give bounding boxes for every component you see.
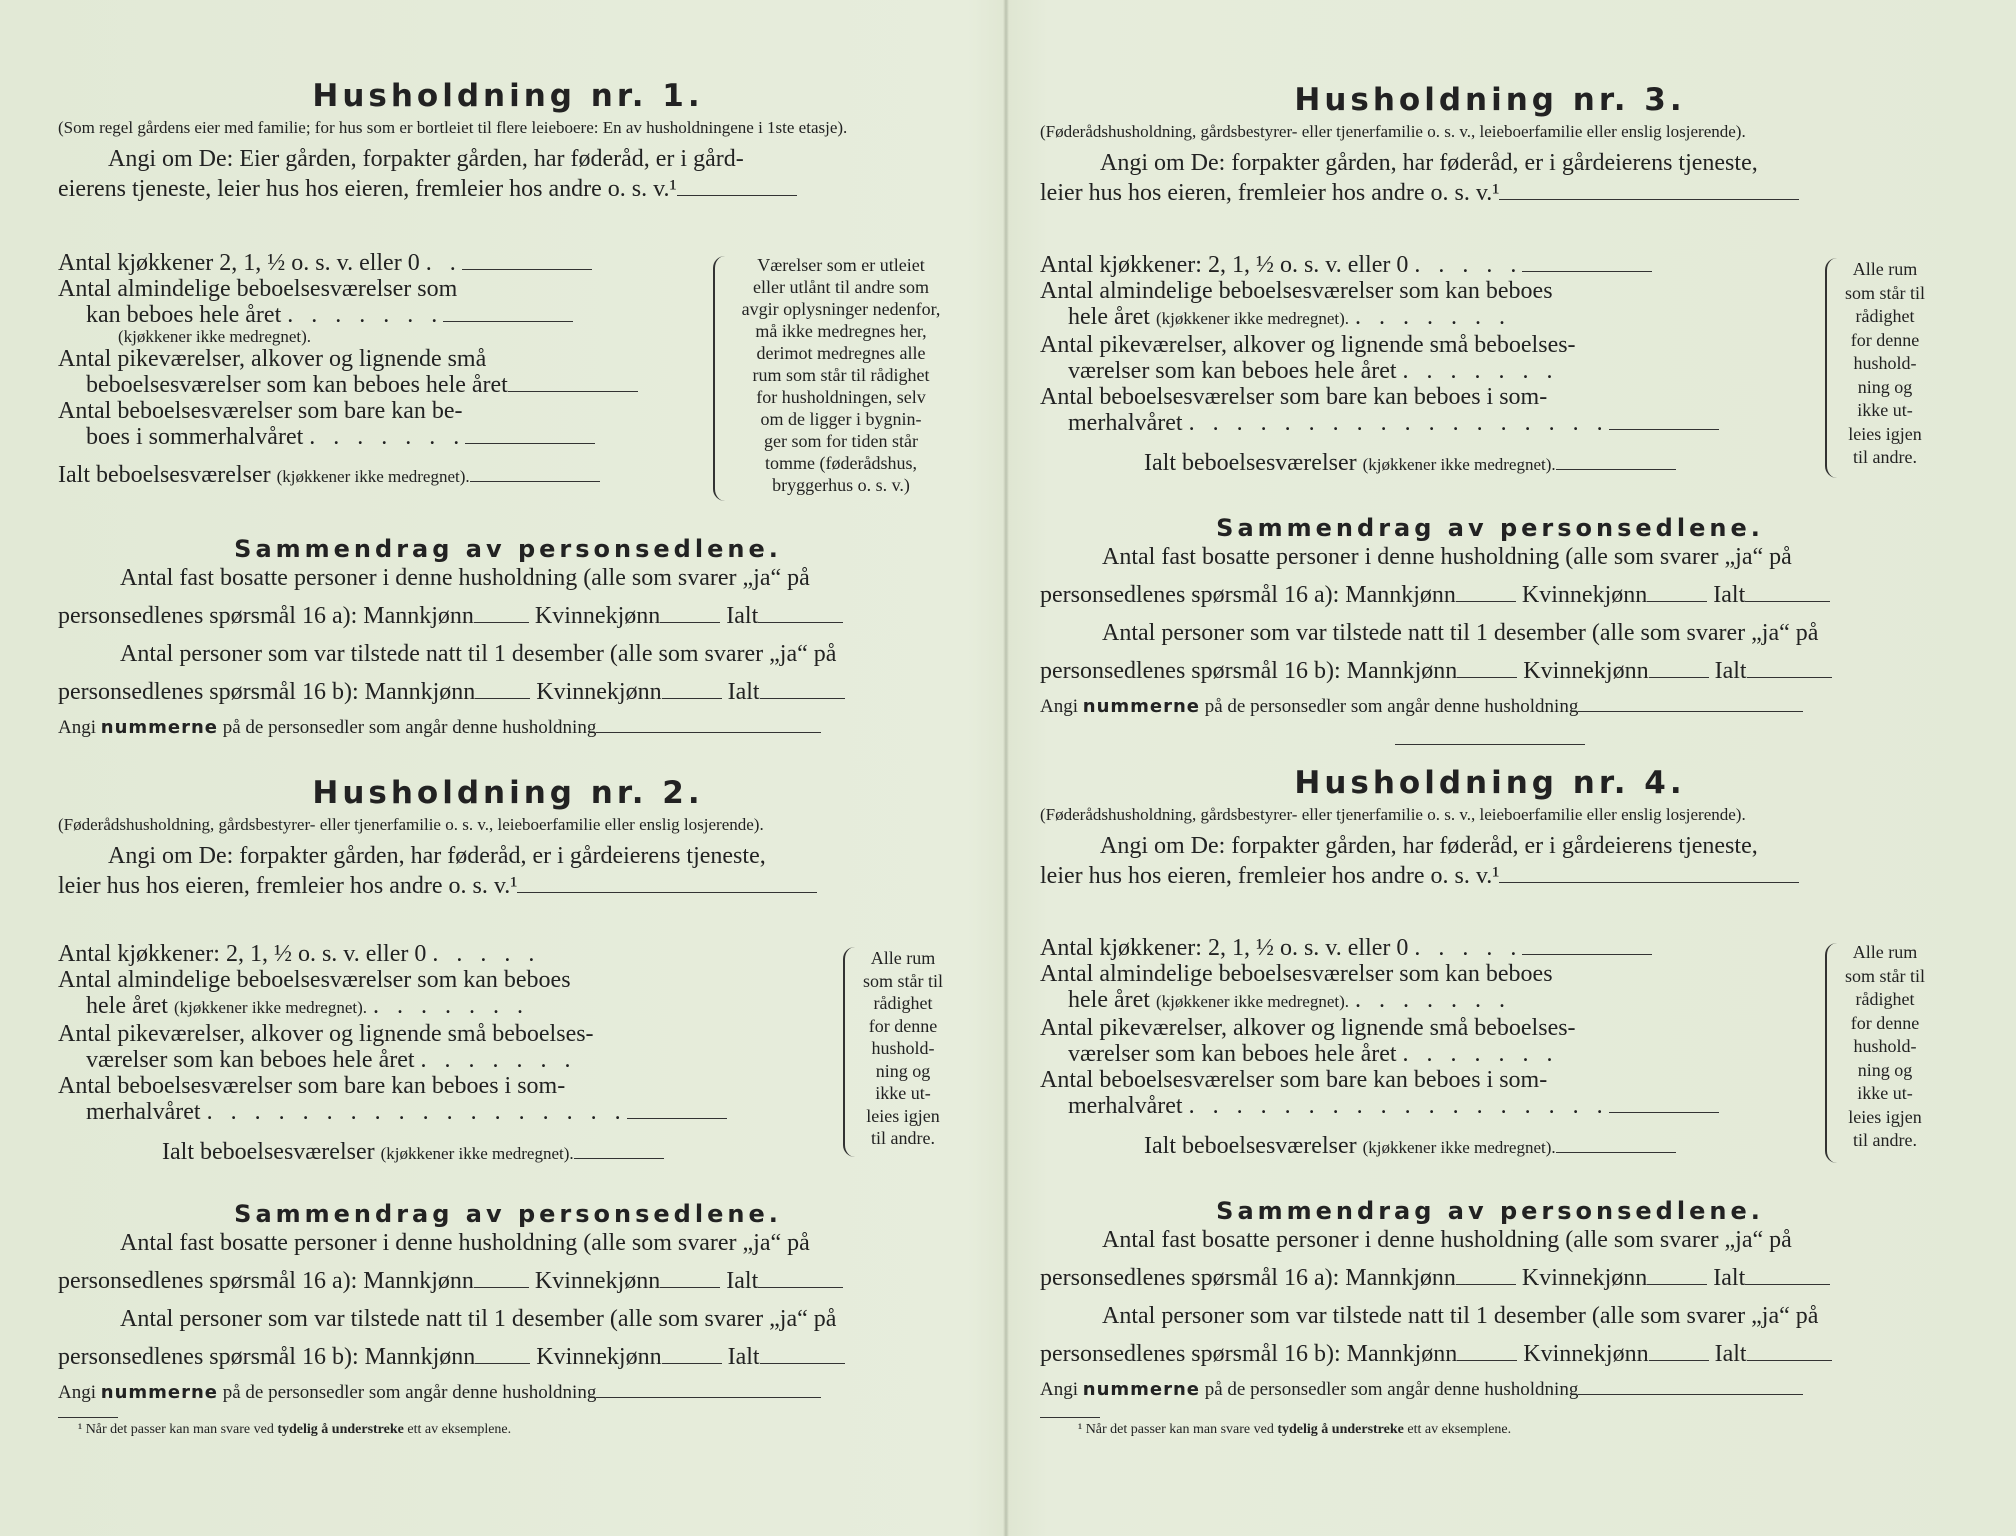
household-1 [58,78,958,738]
side-note: Alle rum som står til rådighet for denne hushold- ning og ikke ut- leies igjen til andre. [863,948,943,1148]
rooms-row: Antal almindelige beboelsesværelser som kan beboes [58,967,571,993]
male-field-b[interactable] [1457,1360,1517,1361]
total-rooms-row: Ialt beboelsesværelser (kjøkkener ikke medregnet). [58,462,698,490]
numbers-line: Angi nummerne på de personsedler som angår denne husholdning [58,1382,958,1404]
side-note: Værelser som er utleiet eller utlånt til andre som avgir oplysninger nedenfor, må ikke medregnes her, derimot medregnes alle rum som står til rådighet for husholdningen, selv om de ligger i bygnin- ger som for tiden står tomme (føderådshus, bryggerhus o. s. v.) [741,255,941,495]
total-rooms-row: Ialt beboelsesværelser (kjøkkener ikke medregnet). [1040,450,1690,478]
small-rooms-row: Antal pikeværelser, alkover og lignende små beboelses- [58,1021,594,1047]
female-field[interactable] [1647,1284,1707,1285]
small-rooms-row-2: værelser som kan beboes hele året . . . . . . . [1068,358,1559,384]
rooms-note: (kjøkkener ikke medregnet). [118,327,312,346]
rooms-row: Antal almindelige beboelsesværelser som [58,276,458,302]
summary-title: Sammendrag av personsedlene. [1216,514,1764,542]
summer-rooms-row: Antal beboelsesværelser som bare kan beboes i som- [58,1073,566,1099]
angi-line: Angi om De: forpakter gården, har føderåd, er i gårdeierens tjeneste, [1100,150,1758,176]
small-rooms-row-2: værelser som kan beboes hele året . . . . . . . [86,1047,577,1073]
page-fold [1003,0,1009,1536]
household-note: (Føderådshusholdning, gårdsbestyrer- eller tjenerfamilie o. s. v., leieboerfamilie eller enslig losjerende). [1040,805,1746,824]
numbers-line: Angi nummerne på de personsedler som angår denne husholdning [1040,696,1940,718]
male-field[interactable] [474,622,529,623]
numbers-field[interactable] [1578,1394,1803,1395]
small-rooms-row: Antal pikeværelser, alkover og lignende små beboelses- [1040,1015,1576,1041]
total-field-b[interactable] [1747,1360,1832,1361]
summer-rooms-row: Antal beboelsesværelser som bare kan beboes i som- [1040,1067,1548,1093]
summary-block [1040,514,1940,718]
summer-rooms-row-2: merhalvåret . . . . . . . . . . . . . . . . . . [1040,1093,1690,1119]
total-rooms-row: Ialt beboelsesværelser (kjøkkener ikke medregnet). [58,1139,708,1167]
small-rooms-row: Antal pikeværelser, alkover og lignende små [58,346,487,372]
total-field-b[interactable] [760,1363,845,1364]
summary-line-4: personsedlenes spørsmål 16 b): Mannkjønn Kvinnekjønn Ialt [58,1342,958,1372]
summary-line-2: personsedlenes spørsmål 16 a): Mannkjønn Kvinnekjønn Ialt [58,601,958,631]
summary-line-2: personsedlenes spørsmål 16 a): Mannkjønn Kvinnekjønn Ialt [1040,1263,1940,1293]
side-note: Alle rum som står til rådighet for denne hushold- ning og ikke ut- leies igjen til andre. [1845,259,1925,467]
numbers-line: Angi nummerne på de personsedler som angår denne husholdning [58,717,958,739]
summary-line-4: personsedlenes spørsmål 16 b): Mannkjønn Kvinnekjønn Ialt [1040,1339,1940,1369]
footnote: ¹ Når det passer kan man svare ved tydelig å understreke ett av eksemplene. [78,1422,512,1437]
footnote-rule [1040,1417,1100,1418]
total-field[interactable] [758,622,843,623]
summary-block [58,535,958,739]
summary-line-4: personsedlenes spørsmål 16 b): Mannkjønn Kvinnekjønn Ialt [58,677,958,707]
summary-line-2: personsedlenes spørsmål 16 a): Mannkjønn Kvinnekjønn Ialt [1040,580,1940,610]
male-field-b[interactable] [475,1363,530,1364]
rooms-row-2: hele året (kjøkkener ikke medregnet). . . . . . . . [1068,987,1511,1013]
kitchens-row: Antal kjøkkener: 2, 1, ½ o. s. v. eller 0 . . . . . [1040,252,1690,278]
summary-title: Sammendrag av personsedlene. [234,535,782,563]
kitchens-field[interactable] [462,269,592,270]
female-field-b[interactable] [662,698,722,699]
household-title: Husholdning nr. 2. [312,775,704,811]
summary-title: Sammendrag av personsedlene. [234,1200,782,1228]
summary-line-1: Antal fast bosatte personer i denne husholdning (alle som svarer „ja“ på [1102,1227,1792,1253]
summer-rooms-field[interactable] [1609,1112,1719,1113]
summary-line-1: Antal fast bosatte personer i denne husholdning (alle som svarer „ja“ på [120,565,810,591]
total-field[interactable] [1745,601,1830,602]
section-divider [1395,744,1585,745]
summer-rooms-row: Antal beboelsesværelser som bare kan be- [58,398,463,424]
answer-field[interactable] [517,892,817,893]
summary-line-3: Antal personer som var tilstede natt til 1 desember (alle som svarer „ja“ på [1102,620,1819,646]
total-field[interactable] [758,1287,843,1288]
summary-line-3: Antal personer som var tilstede natt til 1 desember (alle som svarer „ja“ på [120,1306,837,1332]
summary-block [58,1200,958,1404]
summer-rooms-row-2: boes i sommerhalvåret . . . . . . . [58,424,698,450]
total-rooms-field[interactable] [1556,469,1676,470]
household-note: (Som regel gårdens eier med familie; for hus som er bortleiet til flere leieboere: En av husholdningene i 1ste etasje). [58,118,848,137]
small-rooms-row-2: værelser som kan beboes hele året . . . . . . . [1068,1041,1559,1067]
footnote: ¹ Når det passer kan man svare ved tydelig å understreke ett av eksemplene. [1078,1422,1512,1437]
summary-line-1: Antal fast bosatte personer i denne husholdning (alle som svarer „ja“ på [1102,544,1792,570]
angi-line: Angi om De: forpakter gården, har føderåd, er i gårdeierens tjeneste, [108,843,766,869]
female-field[interactable] [660,1287,720,1288]
small-rooms-row-2: beboelsesværelser som kan beboes hele året [58,372,698,398]
summary-line-3: Antal personer som var tilstede natt til 1 desember (alle som svarer „ja“ på [1102,1303,1819,1329]
room-rows [58,941,708,1167]
summary-line-2: personsedlenes spørsmål 16 a): Mannkjønn Kvinnekjønn Ialt [58,1266,958,1296]
angi-line-2: leier hus hos eieren, fremleier hos andre o. s. v.¹ [1040,178,1940,208]
answer-field[interactable] [677,195,797,196]
summer-rooms-row-2: merhalvåret . . . . . . . . . . . . . . . . . . [58,1099,708,1125]
numbers-field[interactable] [1578,711,1803,712]
summary-title: Sammendrag av personsedlene. [1216,1197,1764,1225]
male-field[interactable] [1456,601,1516,602]
room-rows [58,250,698,490]
summer-rooms-field[interactable] [1609,429,1719,430]
male-field-b[interactable] [475,698,530,699]
answer-field[interactable] [1499,199,1799,200]
rooms-row-2: kan beboes hele året . . . . . . . [58,302,698,328]
numbers-field[interactable] [596,1397,821,1398]
household-4 [1040,765,1940,1400]
rooms-field[interactable] [443,321,573,322]
male-field[interactable] [474,1287,529,1288]
female-field-b[interactable] [1649,1360,1709,1361]
kitchens-row: Antal kjøkkener: 2, 1, ½ o. s. v. eller 0 . . . . . [1040,935,1690,961]
summer-rooms-row-2: merhalvåret . . . . . . . . . . . . . . . . . . [1040,410,1690,436]
household-note: (Føderådshusholdning, gårdsbestyrer- eller tjenerfamilie o. s. v., leieboerfamilie eller enslig losjerende). [1040,122,1746,141]
brace [713,256,725,501]
room-rows [1040,252,1690,478]
summary-block [1040,1197,1940,1401]
rooms-row-2: hele året (kjøkkener ikke medregnet). . . . . . . . [1068,304,1511,330]
rooms-row: Antal almindelige beboelsesværelser som kan beboes [1040,961,1553,987]
angi-line-2: eierens tjeneste, leier hus hos eieren, fremleier hos andre o. s. v.¹ [58,174,958,204]
total-field[interactable] [1745,1284,1830,1285]
female-field[interactable] [1647,601,1707,602]
total-field-b[interactable] [1747,677,1832,678]
total-rooms-field[interactable] [1556,1152,1676,1153]
answer-field[interactable] [1499,882,1799,883]
numbers-field[interactable] [596,732,821,733]
male-field[interactable] [1456,1284,1516,1285]
angi-line-2: leier hus hos eieren, fremleier hos andre o. s. v.¹ [1040,861,1940,891]
angi-line: Angi om De: Eier gården, forpakter gården, har føderåd, er i gård- [108,146,744,172]
small-rooms-field[interactable] [508,391,638,392]
female-field[interactable] [660,622,720,623]
household-2 [58,775,958,1403]
kitchens-row: Antal kjøkkener: 2, 1, ½ o. s. v. eller 0 . . . . . [58,941,541,967]
total-field-b[interactable] [760,698,845,699]
female-field-b[interactable] [662,1363,722,1364]
rooms-row: Antal almindelige beboelsesværelser som kan beboes [1040,278,1553,304]
household-title: Husholdning nr. 4. [1294,765,1686,801]
summer-rooms-field[interactable] [465,443,595,444]
household-title: Husholdning nr. 1. [312,78,704,114]
female-field-b[interactable] [1649,677,1709,678]
side-note: Alle rum som står til rådighet for denne hushold- ning og ikke ut- leies igjen til andre. [1845,942,1925,1150]
kitchens-row: Antal kjøkkener 2, 1, ½ o. s. v. eller 0 . . [58,250,698,276]
summer-rooms-field[interactable] [627,1118,727,1119]
household-note: (Føderådshusholdning, gårdsbestyrer- eller tjenerfamilie o. s. v., leieboerfamilie eller enslig losjerende). [58,815,764,834]
summer-rooms-row: Antal beboelsesværelser som bare kan beboes i som- [1040,384,1548,410]
angi-line-2: leier hus hos eieren, fremleier hos andre o. s. v.¹ [58,871,958,901]
total-rooms-row: Ialt beboelsesværelser (kjøkkener ikke medregnet). [1040,1133,1690,1161]
summary-line-3: Antal personer som var tilstede natt til 1 desember (alle som svarer „ja“ på [120,641,837,667]
numbers-line: Angi nummerne på de personsedler som angår denne husholdning [1040,1379,1940,1401]
male-field-b[interactable] [1457,677,1517,678]
total-rooms-field[interactable] [574,1158,664,1159]
kitchens-field[interactable] [1522,954,1652,955]
rooms-row-2: hele året (kjøkkener ikke medregnet). . . . . . . . [86,993,529,1019]
footnote-rule [58,1417,118,1418]
summary-line-4: personsedlenes spørsmål 16 b): Mannkjønn Kvinnekjønn Ialt [1040,656,1940,686]
angi-line: Angi om De: forpakter gården, har føderåd, er i gårdeierens tjeneste, [1100,833,1758,859]
kitchens-field[interactable] [1522,271,1652,272]
total-rooms-field[interactable] [470,481,600,482]
household-3 [1040,82,1940,717]
summary-line-1: Antal fast bosatte personer i denne husholdning (alle som svarer „ja“ på [120,1230,810,1256]
room-rows [1040,935,1690,1161]
household-title: Husholdning nr. 3. [1294,82,1686,118]
small-rooms-row: Antal pikeværelser, alkover og lignende små beboelses- [1040,332,1576,358]
